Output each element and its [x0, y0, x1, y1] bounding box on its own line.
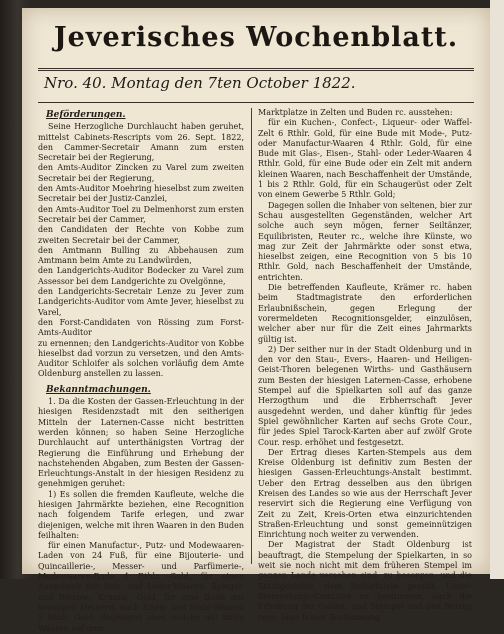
- paragraph: Marktplatze in Zelten und Buden rc. ausstehen:: [258, 108, 453, 117]
- column-divider: [251, 108, 252, 564]
- issue-line: Nro. 40. Montag den 7ten October 1822.: [44, 74, 356, 92]
- paragraph: Der Ertrag dieses Karten-Stempels aus dem Kreise Oldenburg ist definitiv zum Besten der hiesigen Gassen-Erleuchtungs-Anstalt bestimmt. Ueber den Ertrag desselben aus den übrigen Kreisen des Landes so wie aus der Herrschaft Jever reservirt sich die Regierung eine Verfügung von Zeit zu Zeit, Kreis-Orten etwa einzurichtenden Straßen-Erleuchtung und sonst gemeinnützigen Einrichtung noch weiter zu verwenden.: [258, 447, 472, 540]
- section-heading-promotions: Beförderungen.: [46, 110, 126, 120]
- page-edge: [490, 0, 504, 579]
- masthead-rule-top: [38, 68, 474, 69]
- paragraph: Die betreffenden Kaufleute, Krämer rc. haben beim Stadtmagistrate den erforderlichen Erlaubnißschein, gegen Erlegung der vorermeldeten Recognitionsgelder, einzulösen, welcher aber nur für die Zeit eines Jahrmarkts gültig ist.: [258, 283, 472, 344]
- paragraph: 1) Es sollen die fremden Kaufleute, welche die hiesigen Jahrmärkte beziehen, eine Recognition nach folgendem Tarife erlegen, und zwar diejenigen, welche mit ihren Waaren in den Buden feilhalten:: [38, 489, 244, 540]
- paragraph: den Landgerichts-Secretair Lenze zu Jever zum Landgerichts-Auditor vom Amte Jever, hieselbst zu Varel,: [38, 287, 244, 317]
- paragraph: 2) Der seither nur in der Stadt Oldenburg und in den vor den Stau-, Evers-, Haaren- und Heiligen-Geist-Thoren belegenen Wirths- und Gasthäusern zum Besten der hiesigen Laternen-Casse, erhobene Stempel auf die Spielkarten soll auf das ganze Herzogthum und die Erbherrschaft Jever ausgedehnt werden, und daher künftig für jedes Spiel gewöhnlicher Karten auf sechs Grote Cour., für jedes Spiel Tarock-Karten aber auf zwölf Grote Cour. resp. erhöhet und festgesetzt.: [258, 344, 472, 447]
- paragraph: Seine Herzogliche Durchlaucht haben geruhet, mittelst Cabinets-Rescripts vom 26. Sept. 1822, den Cammer-Secretair Amann zum ersten Secretair bei der Regierung,: [38, 122, 244, 163]
- masthead-rule-bottom: [38, 70, 474, 71]
- issue-rule: [38, 102, 474, 103]
- right-column: [258, 108, 472, 622]
- paragraph: den Candidaten der Rechte von Kobbe zum zweiten Secretair bei der Cammer,: [38, 225, 244, 245]
- newspaper-page: [22, 8, 490, 633]
- paragraph: für einen Manufactur-, Putz- und Modewaaren-Laden von 24 Fuß, für eine Bijouterie- und Quincaillerie-, Messer- und Parfümerie-, Modewaaren-Bude 4 Rthlr. Gold, für einen Ausschank mit Pelz- und Leder-Waaren, Spiegel- und Blechw., Kramw., Gold, für eine Bude mit sonstigen kleinern, auch Eisen- und Stahl-Waaren 5 Rthlr. Gold; diejenigen aber, welche mit ihren Waaren auf dem: [38, 541, 244, 633]
- section-heading-announcements: Bekanntmachungen.: [46, 384, 151, 395]
- paragraph: den Amts-Auditor Zincken zu Varel zum zweiten Secretair bei der Regierung,: [38, 163, 244, 183]
- paragraph: Dagegen sollen die Inhaber von seltenen, bier zur Schau ausgestellten Gegenständen, welcher Art solche auch seyn mögen, ferner Seiltänzer, Equilibristen, Reuter rc., welche ihre Künste, wo mag zur Zeit der Jahrmärkte oder sonst etwa, hieselbst zeigen, eine Recognition von 5 bis 10 Rthlr. Gold, nach Beschaffenheit der Umstände, entrichten.: [258, 200, 472, 282]
- paragraph: für ein Kuchen-, Confect-, Liqueur- oder Waffel-Zelt 6 Rthlr. Gold, für eine Bude mit Mode-, Putz- oder Manufactur-Waaren 4 Rthlr. Gold, für eine Bude mit Glas-, Eisen-, Stahl- oder Leder-Waaren 4 Rthlr. Gold, für eine Bude oder ein Zelt mit andern kleinen Waaren, nach Beschaffenheit der Umstände, 1 bis 2 Rthlr. Gold, für ein Schaugerüst oder Zelt von einem Gewerbe 5 Rthlr. Gold;: [258, 118, 472, 200]
- left-column: [38, 108, 244, 633]
- paragraph: den Landgerichts-Auditor Bodecker zu Varel zum Assessor bei dem Landgerichte zu Ovelgönne,: [38, 266, 244, 286]
- paragraph: Der Magistrat der Stadt Oldenburg ist beauftragt, die Stempelung der Spielkarten, in so weit sie noch nicht mit dem früheren Stempel im ganzen Lande versehen sind, zu besorgen, und die Stadtgerichte, dem Bedürfnisse gemäß, Unter-Stempelungs-Comtoire an bestimmen, auch die Erhebung der Gelder, und Stempel und den Betrag resp. über feiner Bestimmung: [258, 540, 472, 622]
- paragraph: zu ernennen; den Landgerichts-Auditor von Kobbe hieselbst dad vorzun zu versetzen, und den Amts-Auditor Schloifer als solchen vorläufig dem Amte Oldenburg anstellen zu lassen.: [38, 338, 244, 379]
- paragraph: den Amtmann Bulling zu Abbehausen zum Amtmann beim Amte zu Landwürden,: [38, 245, 244, 266]
- masthead-title: Jeverisches Wochenblatt.: [53, 22, 459, 53]
- paragraph: 1. Da die Kosten der Gassen-Erleuchtung in der hiesigen Residenzstadt mit den seitherigen Mitteln der Laternen-Casse nicht bestritten werden können; so haben Seine Herzogliche Durchlaucht auf unterthänigsten Vortrag der Regierung die Einführung und Erhebung der nachstehenden Abgaben, zum Besten der Gassen-Erleuchtungs-Anstalt in der hiesigen Residenz zu genehmigen geruhet:: [38, 397, 244, 489]
- paragraph: den Amts-Auditor Moehring hieselbst zum zweiten Secretair bei der Justiz-Canzlei,: [38, 184, 244, 204]
- paragraph: den Forst-Candidaten von Rössing zum Forst-Amts-Auditor: [38, 317, 244, 338]
- paragraph: den Amts-Auditor Toel zu Delmenhorst zum ersten Secretair bei der Cammer,: [38, 204, 244, 224]
